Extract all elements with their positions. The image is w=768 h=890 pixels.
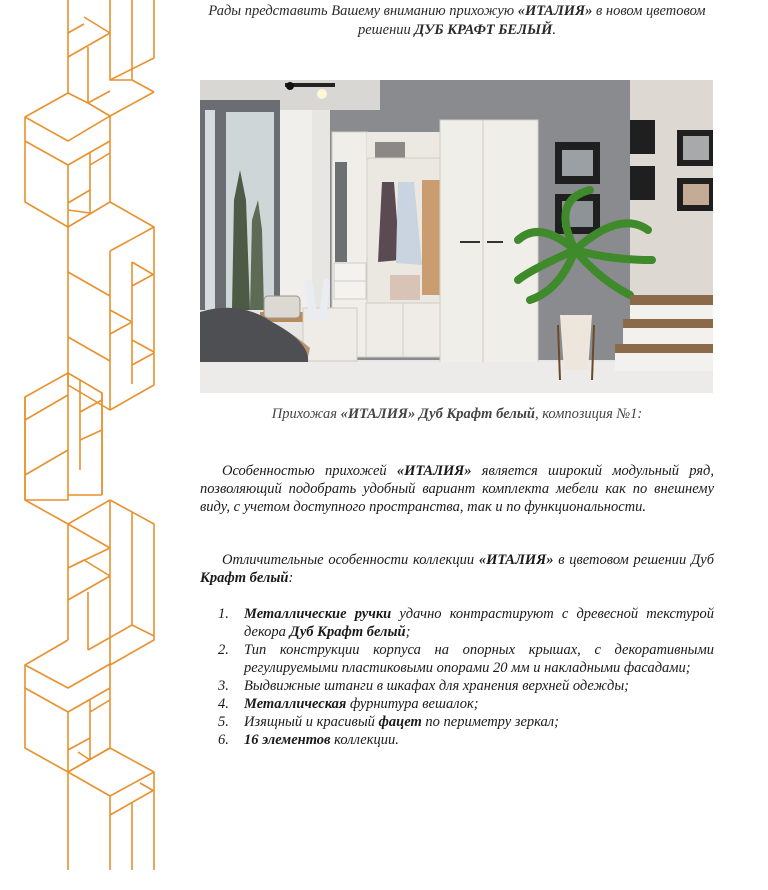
paragraph-part: :	[288, 570, 294, 586]
brand-name: «ИТАЛИЯ»	[396, 463, 472, 479]
list-text: по периметру зеркал;	[421, 714, 559, 730]
list-item	[218, 713, 714, 731]
list-item	[218, 605, 714, 641]
list-item	[218, 677, 714, 695]
list-item	[218, 731, 714, 749]
list-bold: Дуб Крафт белый	[289, 624, 406, 640]
paragraph-part: Отличительные особенности коллекции	[222, 552, 479, 568]
caption-part: Прихожая	[271, 406, 341, 422]
list-item	[218, 641, 714, 677]
brand-name: «ИТАЛИЯ»	[478, 552, 554, 568]
paragraph-part: Особенностью прихожей	[222, 463, 397, 479]
color-name: Дуб Крафт белый	[415, 406, 535, 422]
features-list	[218, 605, 714, 749]
list-text: Тип конструкции корпуса на опорных крышах, с декоративными регулируемыми пластиковыми опорами 20 мм и накладными фасадами;	[244, 642, 714, 676]
decorative-isometric-pattern	[0, 0, 180, 890]
list-number: 6.	[218, 732, 229, 748]
intro-part: Рады представить Вашему вниманию прихожую	[208, 3, 518, 19]
list-number: 5.	[218, 714, 229, 730]
list-bold: Металлическая	[244, 696, 347, 712]
list-number: 2.	[218, 642, 229, 658]
list-number: 4.	[218, 696, 229, 712]
paragraph-part: является широкий модульный ряд, позволяющий подобрать удобный вариант комплекта мебели как по внешнему виду, с учетом доступного пространства, так и по функциональности.	[200, 463, 714, 515]
list-bold: 16 элементов	[244, 732, 331, 748]
intro-text	[200, 2, 714, 40]
brand-name: «ИТАЛИЯ»	[340, 406, 416, 422]
list-text: Выдвижные штанги в шкафах для хранения верхней одежды;	[244, 678, 629, 694]
list-item	[218, 695, 714, 713]
photo-caption	[200, 405, 714, 424]
intro-part: .	[552, 22, 556, 38]
list-text: Изящный и красивый	[244, 714, 379, 730]
hallway-illustration	[200, 80, 713, 393]
intro-part: в новом цветовом решении	[358, 3, 706, 38]
list-number: 3.	[218, 678, 229, 694]
list-text: коллекции.	[330, 732, 399, 748]
list-text: удачно контрастируют с древесной текстурой декора	[244, 606, 714, 640]
list-bold: Металлические ручки	[244, 606, 392, 622]
list-number: 1.	[218, 606, 229, 622]
product-photo	[200, 80, 713, 393]
paragraph-part: в цветовом решении Дуб	[553, 552, 714, 568]
color-name: Крафт белый	[200, 570, 289, 586]
caption-part: , композиция №1:	[534, 406, 643, 422]
list-text: ;	[405, 624, 411, 640]
brand-name: «ИТАЛИЯ»	[517, 3, 593, 19]
color-name: ДУБ КРАФТ БЕЛЫЙ	[414, 22, 553, 38]
description-paragraph	[200, 462, 714, 516]
features-intro-paragraph	[200, 551, 714, 587]
list-text: фурнитура вешалок;	[346, 696, 479, 712]
list-bold: фацет	[378, 714, 422, 730]
